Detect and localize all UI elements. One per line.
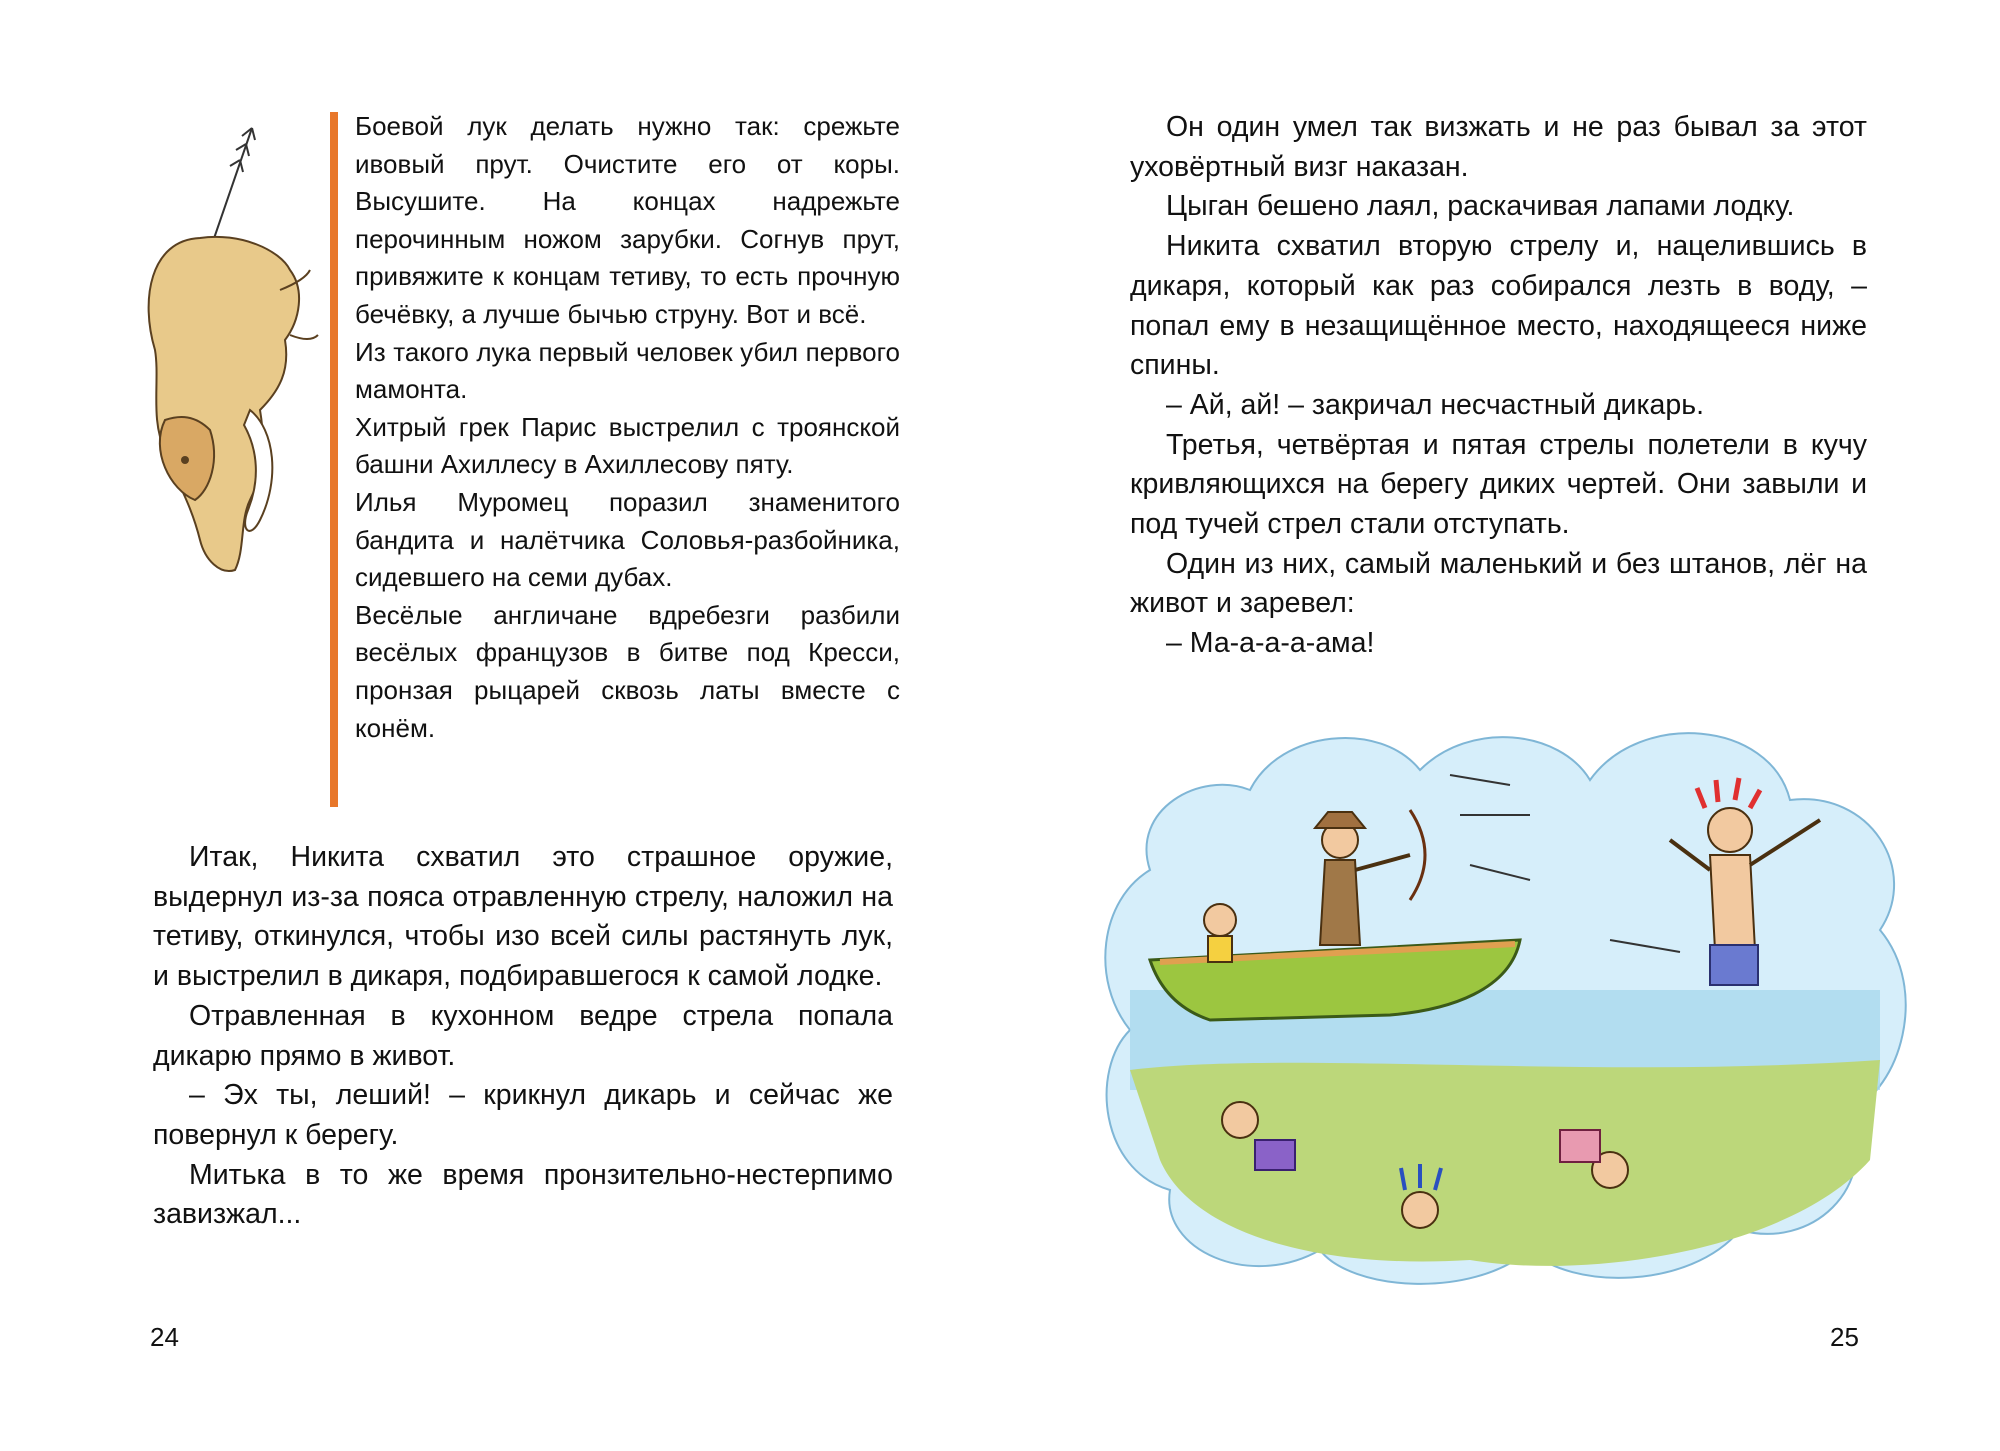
paragraph: Никита схватил вторую стрелу и, нацелившись в дикаря, который как раз собирался лезть в воду, – попал ему в незащищённое место, находящееся ниже спины. (1130, 230, 1867, 382)
paragraph: Один из них, самый маленький и без штанов, лёг на живот и заревел: (1130, 547, 1867, 620)
sidebar-paragraph: Илья Муромец поразил знаменитого бандита и налётчика Соловья-разбойника, сидевшего на семи дубах. (355, 486, 900, 593)
page-number-left: 24 (150, 1322, 179, 1352)
sidebar-paragraph: Боевой лук делать нужно так: срежьте ивовый прут. Очистите его от коры. Высушите. На концах надрежьте перочинным ножом зарубки. Согнув прут, привяжите к концам тетиву, то есть прочную бечёвку, а лучше бычью струну. Вот и всё. (355, 111, 900, 329)
paragraph: Отравленная в кухонном ведре стрела попала дикарю прямо в живот. (153, 999, 893, 1072)
arrow-icon (210, 128, 255, 250)
paragraph: – Ай, ай! – закричал несчастный дикарь. (1166, 388, 1705, 421)
paragraph: Итак, Никита схватил это страшное оружие, выдернул из-за пояса отравленную стрелу, наложил на тетиву, откинулся, чтобы изо всей силы растянуть лук, и выстрелил в дикаря, подбиравшегося к самой лодке. (153, 841, 893, 993)
right-main-text (1130, 108, 1867, 664)
sidebar-paragraph: Из такого лука первый человек убил первого мамонта. (355, 336, 900, 405)
paragraph: Он один умел так визжать и не раз бывал за этот уховёртный визг наказан. (1130, 111, 1867, 183)
paragraph: – Эх ты, леший! – крикнул дикарь и сейчас же повернул к берегу. (153, 1079, 893, 1151)
left-main-text (153, 838, 893, 1235)
page-number-right: 25 (1830, 1322, 1859, 1352)
paragraph: Третья, четвёртая и пятая стрелы полетели в кучу кривляющихся на берегу диких чертей. Они завыли и под тучей стрел стали отступать. (1130, 428, 1867, 541)
paragraph: Митька в то же время пронзительно-нестерпимо завизжал... (153, 1158, 893, 1231)
sidebar-paragraph: Хитрый грек Парис выстрелил с троянской башни Ахиллесу в Ахиллесову пяту. (355, 411, 900, 480)
sidebar-accent-bar (330, 112, 338, 807)
paragraph: – Ма-а-а-а-ама! (1166, 627, 1375, 660)
sidebar-text (355, 108, 900, 747)
sidebar-paragraph: Весёлые англичане вдребезги разбили весёлых французов в битве под Кресси, пронзая рыцарей сквозь латы вместе с конём. (355, 599, 900, 743)
mammoth-illustration (140, 120, 320, 600)
paragraph: Цыган бешено лаял, раскачивая лапами лодку. (1166, 190, 1795, 223)
right-page (1000, 0, 2000, 1451)
battle-scene-illustration (1090, 690, 1920, 1300)
